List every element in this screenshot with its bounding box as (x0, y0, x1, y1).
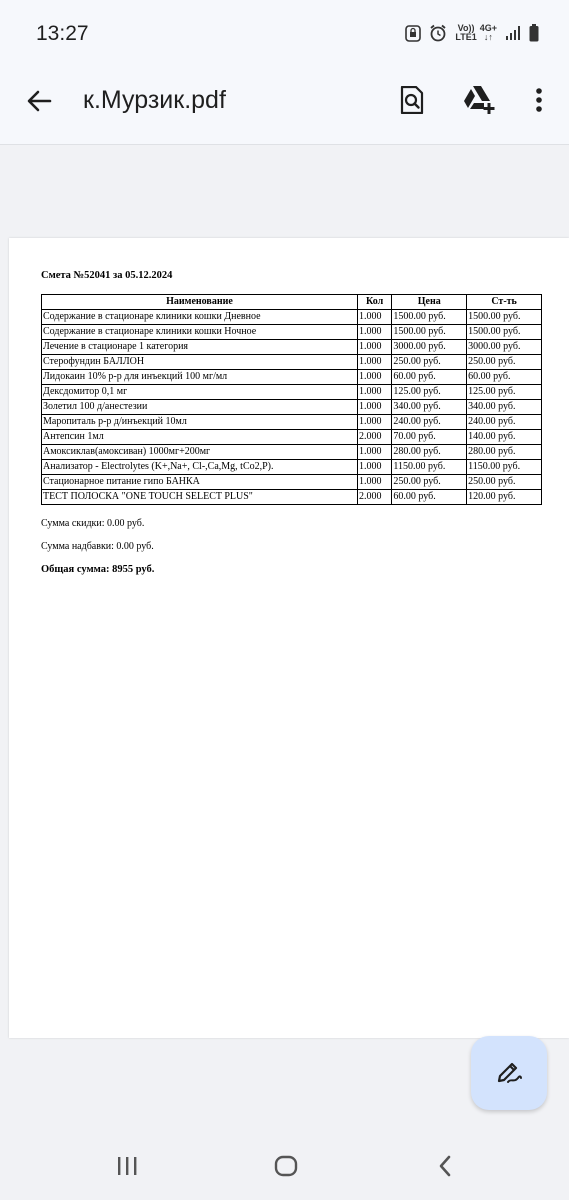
search-button[interactable] (394, 84, 430, 120)
save-to-drive-button[interactable] (461, 84, 497, 120)
item-qty: 2.000 (357, 490, 391, 505)
battery-icon (529, 24, 539, 42)
table-row (42, 310, 542, 325)
nav-back-icon (438, 1155, 452, 1182)
table-header-row (42, 295, 542, 310)
data-arrows-icon: ↓↑ (483, 32, 493, 42)
item-price: 240.00 руб. (392, 415, 467, 430)
estimate-document (41, 270, 542, 575)
item-qty: 1.000 (357, 340, 391, 355)
item-price: 60.00 руб. (392, 490, 467, 505)
item-qty: 1.000 (357, 475, 391, 490)
item-price: 250.00 руб. (392, 475, 467, 490)
alarm-lock-icon (405, 24, 421, 42)
item-price: 125.00 руб. (392, 385, 467, 400)
item-qty: 1.000 (357, 355, 391, 370)
item-sum: 1500.00 руб. (467, 325, 542, 340)
discount-sum: Сумма скидки: 0.00 руб. (41, 518, 145, 529)
lte-label: LTE1 (455, 32, 477, 42)
item-qty: 1.000 (357, 385, 391, 400)
item-price: 70.00 руб. (392, 430, 467, 445)
status-icons (405, 24, 539, 42)
item-sum: 340.00 руб. (467, 400, 542, 415)
home-button[interactable] (266, 1153, 306, 1183)
item-sum: 240.00 руб. (467, 415, 542, 430)
item-qty: 1.000 (357, 445, 391, 460)
pen-edit-icon (494, 1056, 524, 1091)
table-row (42, 445, 542, 460)
item-name: Золетил 100 д/анестезии (42, 400, 358, 415)
item-sum: 250.00 руб. (467, 475, 542, 490)
table-row (42, 490, 542, 505)
google-drive-add-icon (462, 85, 496, 120)
total-sum: Общая сумма: 8955 руб. (41, 564, 155, 575)
network-gen-label: 4G+ (479, 23, 497, 33)
volte-label: Vo)) (457, 23, 475, 33)
estimate-title: Смета №52041 за 05.12.2024 (41, 270, 173, 281)
item-price: 340.00 руб. (392, 400, 467, 415)
item-sum: 280.00 руб. (467, 445, 542, 460)
item-name: Дексдомитор 0,1 мг (42, 385, 358, 400)
recents-button[interactable] (107, 1153, 147, 1183)
item-qty: 1.000 (357, 310, 391, 325)
item-sum: 120.00 руб. (467, 490, 542, 505)
item-sum: 1150.00 руб. (467, 460, 542, 475)
item-price: 280.00 руб. (392, 445, 467, 460)
table-row (42, 400, 542, 415)
item-name: Содержание в стационаре клиники кошки Дневное (42, 310, 358, 325)
table-row (42, 475, 542, 490)
item-name: Лидокаин 10% р-р для инъекций 100 мг/мл (42, 370, 358, 385)
item-name: Антепсин 1мл (42, 430, 358, 445)
item-price: 60.00 руб. (392, 370, 467, 385)
item-name: Лечение в стационаре 1 категория (42, 340, 358, 355)
item-price: 3000.00 руб. (392, 340, 467, 355)
status-bar (0, 0, 569, 70)
signal-icon (505, 25, 521, 41)
header-price: Цена (392, 295, 467, 310)
alarm-clock-icon (429, 24, 447, 42)
item-name: Содержание в стационаре клиники кошки Ночное (42, 325, 358, 340)
item-name: Стерофундин БАЛЛОН (42, 355, 358, 370)
item-price: 1500.00 руб. (392, 310, 467, 325)
header-sum: Ст-ть (467, 295, 542, 310)
item-price: 250.00 руб. (392, 355, 467, 370)
item-qty: 1.000 (357, 370, 391, 385)
table-row (42, 355, 542, 370)
table-row (42, 370, 542, 385)
item-name: ТЕСТ ПОЛОСКА "ONE TOUCH SELECT PLUS" (42, 490, 358, 505)
table-row (42, 430, 542, 445)
item-name: Амоксиклав(амоксиван) 1000мг+200мг (42, 445, 358, 460)
table-row (42, 385, 542, 400)
document-title: к.Мурзик.pdf (83, 86, 226, 114)
item-name: Анализатор - Electrolytes (K+,Na+, Cl-,Ca,Mg, tCo2,P). (42, 460, 358, 475)
recents-icon (116, 1156, 138, 1181)
nav-back-button[interactable] (425, 1153, 465, 1183)
item-qty: 1.000 (357, 400, 391, 415)
item-sum: 125.00 руб. (467, 385, 542, 400)
more-options-button[interactable] (521, 84, 557, 120)
header-qty: Кол (357, 295, 391, 310)
status-time: 13:27 (36, 22, 89, 45)
app-bar (0, 70, 569, 145)
pdf-page (9, 238, 569, 1038)
pdf-viewer[interactable] (0, 145, 569, 1135)
item-sum: 250.00 руб. (467, 355, 542, 370)
item-qty: 1.000 (357, 460, 391, 475)
system-nav-bar (0, 1135, 569, 1200)
more-vert-icon (535, 87, 543, 118)
header-name: Наименование (42, 295, 358, 310)
home-icon (274, 1155, 298, 1182)
item-name: Стационарное питание гипо БАНКА (42, 475, 358, 490)
item-sum: 140.00 руб. (467, 430, 542, 445)
item-name: Маропиталь р-р д/инъекций 10мл (42, 415, 358, 430)
item-sum: 60.00 руб. (467, 370, 542, 385)
item-price: 1150.00 руб. (392, 460, 467, 475)
edit-fab-button[interactable] (471, 1036, 547, 1110)
arrow-left-icon (25, 87, 53, 120)
back-button[interactable] (22, 86, 56, 120)
table-row (42, 340, 542, 355)
estimate-table (41, 294, 542, 505)
item-qty: 2.000 (357, 430, 391, 445)
network-indicator (455, 24, 497, 42)
table-row (42, 415, 542, 430)
table-row (42, 325, 542, 340)
item-sum: 1500.00 руб. (467, 310, 542, 325)
item-sum: 3000.00 руб. (467, 340, 542, 355)
markup-sum: Сумма надбавки: 0.00 руб. (41, 541, 154, 552)
table-row (42, 460, 542, 475)
item-price: 1500.00 руб. (392, 325, 467, 340)
document-search-icon (399, 86, 425, 119)
item-qty: 1.000 (357, 415, 391, 430)
item-qty: 1.000 (357, 325, 391, 340)
